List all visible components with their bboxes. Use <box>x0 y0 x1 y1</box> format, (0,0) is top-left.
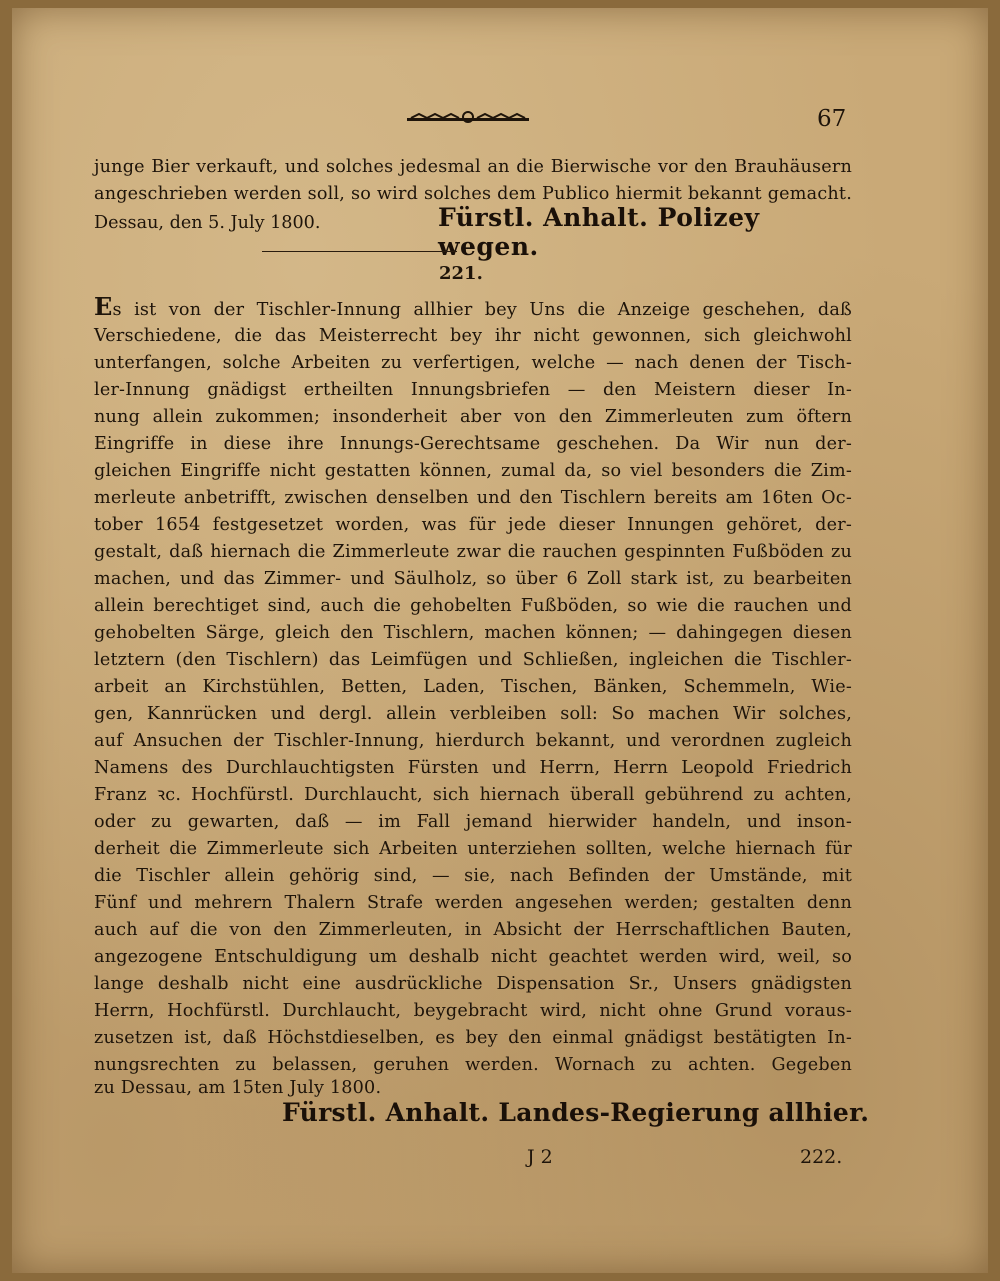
section-divider <box>262 251 457 252</box>
body-line: Fünf und mehrern Thalern Strafe werden angesehen werden; gestalten denn <box>94 893 852 913</box>
body-line: gestalt, daß hiernach die Zimmerleute zwar die rauchen gespinnten Fußböden zu <box>94 542 852 562</box>
body-line: ler-Innung gnädigst ertheilten Innungsbriefen — den Meistern dieser In- <box>94 380 852 400</box>
body-line: Herrn, Hochfürstl. Durchlaucht, beygebracht wird, nicht ohne Grund voraus- <box>94 1001 852 1021</box>
first-notice-signature: Fürstl. Anhalt. Polizey wegen. <box>438 203 760 261</box>
body-line: tober 1654 festgesetzet worden, was für jede dieser Innungen gehöret, der- <box>94 515 852 535</box>
body-last-line: zu Dessau, am 15ten July 1800. <box>94 1078 382 1098</box>
body-line: die Tischler allein gehörig sind, — sie, nach Befinden der Umstände, mit <box>94 866 852 886</box>
body-line: derheit die Zimmerleute sich Arbeiten unterziehen sollten, welche hiernach für <box>94 839 852 859</box>
body-first-line-text: s ist von der Tischler-Innung allhier bey Uns die Anzeige geschehen, daß <box>112 300 852 320</box>
body-line: letztern (den Tischlern) das Leimfügen und Schließen, ingleichen die Tischler- <box>94 650 852 670</box>
body-line: gehobelten Särge, gleich den Tischlern, machen können; — dahingegen diesen <box>94 623 852 643</box>
body-line: unterfangen, solche Arbeiten zu verfertigen, welche — nach denen der Tisch- <box>94 353 852 373</box>
first-notice-place-date: Dessau, den 5. July 1800. <box>94 213 321 233</box>
catchword: 222. <box>800 1146 843 1168</box>
body-line: lange deshalb nicht eine ausdrückliche Dispensation Sr., Unsers gnädigsten <box>94 974 852 994</box>
body-line: zusetzen ist, daß Höchstdieselben, es bey den einmal gnädigst bestätigten In- <box>94 1028 852 1048</box>
body-line-first <box>94 292 852 322</box>
body-line: merleute anbetrifft, zwischen denselben und den Tischlern bereits am 16ten Oc- <box>94 488 852 508</box>
entry-number: 221. <box>439 263 483 284</box>
intro-line-1: junge Bier verkauft, und solches jedesmal an die Bierwische vor den Brauhäusern <box>94 157 852 177</box>
body-line: angezogene Entschuldigung um deshalb nicht geachtet werden wird, weil, so <box>94 947 852 967</box>
body-line: arbeit an Kirchstühlen, Betten, Laden, Tischen, Bänken, Schemmeln, Wie- <box>94 677 852 697</box>
body-line: Namens des Durchlauchtigsten Fürsten und Herrn, Herrn Leopold Friedrich <box>94 758 852 778</box>
body-line: Verschiedene, die das Meisterrecht bey ihr nicht gewonnen, sich gleichwohl <box>94 326 852 346</box>
sheet-signature: J 2 <box>527 1146 553 1168</box>
body-line: allein berechtiget sind, auch die gehobelten Fußböden, so wie die rauchen und <box>94 596 852 616</box>
body-line: Franz ꝛc. Hochfürstl. Durchlaucht, sich hiernach überall gebührend zu achten, <box>94 785 852 805</box>
body-line: oder zu gewarten, daß — im Fall jemand hierwider handeln, und inson- <box>94 812 852 832</box>
first-notice-signoff <box>94 203 852 261</box>
body-line: machen, und das Zimmer- und Säulholz, so über 6 Zoll stark ist, zu bearbeiten <box>94 569 852 589</box>
body-line: nung allein zukommen; insonderheit aber von den Zimmerleuten zum öftern <box>94 407 852 427</box>
body-line: gen, Kannrücken und dergl. allein verbleiben soll: So machen Wir solches, <box>94 704 852 724</box>
body-line: Eingriffe in diese ihre Innungs-Gerechtsame geschehen. Da Wir nun der- <box>94 434 852 454</box>
initial-letter: E <box>94 292 113 321</box>
document-page <box>12 8 988 1273</box>
body-line: auf Ansuchen der Tischler-Innung, hierdurch bekannt, und verordnen zugleich <box>94 731 852 751</box>
body-line: auch auf die von den Zimmerleuten, in Absicht der Herrschaftlichen Bauten, <box>94 920 852 940</box>
body-line: gleichen Eingriffe nicht gestatten können, zumal da, so viel besonders die Zim- <box>94 461 852 481</box>
header-ornament <box>407 111 529 125</box>
body-line: nungsrechten zu belassen, geruhen werden. Wornach zu achten. Gegeben <box>94 1055 852 1075</box>
page-number: 67 <box>817 106 847 132</box>
second-notice-signature: Fürstl. Anhalt. Landes-Regierung allhier. <box>282 1098 870 1127</box>
intro-line-2: angeschrieben werden soll, so wird solches dem Publico hiermit bekannt gemacht. <box>94 184 852 204</box>
